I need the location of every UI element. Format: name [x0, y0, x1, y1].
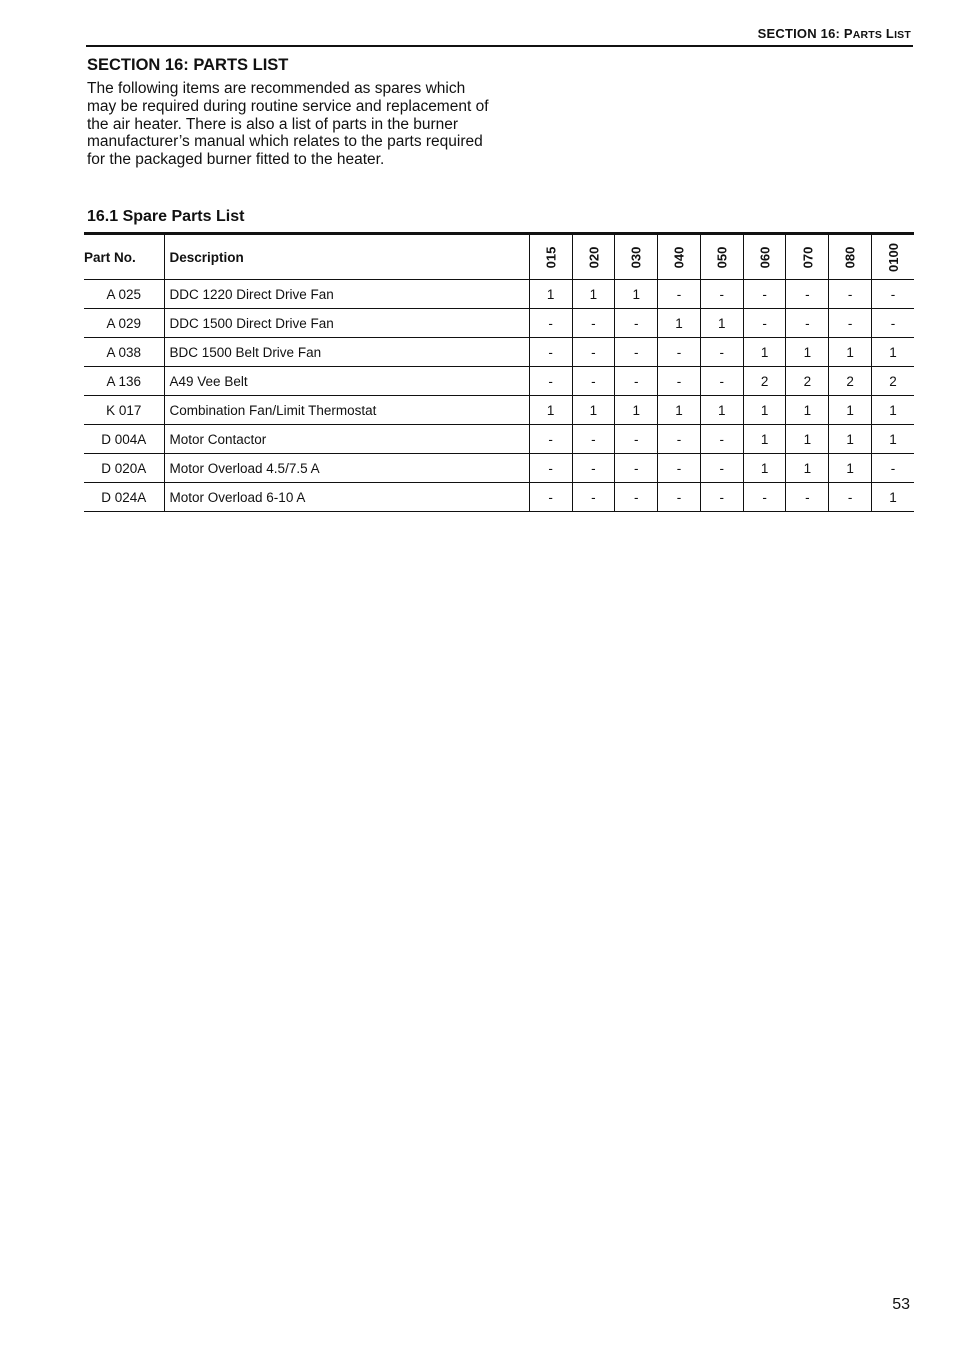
header-divider [86, 45, 913, 47]
part-number: A 029 [84, 309, 164, 338]
header-model-label: 0100 [885, 242, 901, 272]
part-description: A49 Vee Belt [164, 367, 529, 396]
quantity-cell: 1 [658, 309, 701, 338]
quantity-cell: - [829, 280, 872, 309]
quantity-cell: - [743, 280, 786, 309]
header-model [572, 234, 615, 280]
quantity-cell: - [615, 309, 658, 338]
quantity-cell: 2 [743, 367, 786, 396]
quantity-cell: 1 [829, 454, 872, 483]
table-row [84, 367, 914, 396]
header-model [829, 234, 872, 280]
running-header-middle: L [882, 26, 895, 41]
quantity-cell: - [572, 425, 615, 454]
quantity-cell: 1 [658, 396, 701, 425]
part-number: D 024A [84, 483, 164, 512]
header-model-label: 080 [842, 246, 858, 268]
part-description: BDC 1500 Belt Drive Fan [164, 338, 529, 367]
quantity-cell: - [743, 483, 786, 512]
quantity-cell: 1 [786, 425, 829, 454]
quantity-cell: - [529, 425, 572, 454]
quantity-cell: - [700, 454, 743, 483]
running-header-smallcaps-1: ARTS [852, 29, 883, 41]
header-model-label: 020 [585, 246, 601, 268]
quantity-cell: 1 [872, 483, 914, 512]
quantity-cell: - [872, 454, 914, 483]
page-number: 53 [892, 1296, 910, 1313]
quantity-cell: - [572, 454, 615, 483]
quantity-cell: 2 [872, 367, 914, 396]
quantity-cell: - [529, 338, 572, 367]
subsection-title: 16.1 Spare Parts List [87, 208, 245, 225]
quantity-cell: 1 [529, 396, 572, 425]
quantity-cell: 1 [872, 425, 914, 454]
quantity-cell: - [658, 425, 701, 454]
part-number: A 038 [84, 338, 164, 367]
quantity-cell: - [872, 309, 914, 338]
header-model-label: 015 [543, 246, 559, 268]
quantity-cell: - [615, 338, 658, 367]
table-row [84, 338, 914, 367]
part-description: Motor Contactor [164, 425, 529, 454]
quantity-cell: 1 [615, 396, 658, 425]
quantity-cell: - [658, 280, 701, 309]
quantity-cell: 1 [700, 309, 743, 338]
quantity-cell: - [615, 425, 658, 454]
quantity-cell: - [658, 454, 701, 483]
header-model [743, 234, 786, 280]
quantity-cell: - [829, 483, 872, 512]
quantity-cell: 1 [786, 338, 829, 367]
quantity-cell: - [743, 309, 786, 338]
quantity-cell: - [572, 483, 615, 512]
table-body [84, 280, 914, 512]
quantity-cell: 1 [529, 280, 572, 309]
part-number: D 020A [84, 454, 164, 483]
header-model [786, 234, 829, 280]
table-row [84, 280, 914, 309]
quantity-cell: 1 [872, 338, 914, 367]
quantity-cell: 1 [786, 454, 829, 483]
header-model [615, 234, 658, 280]
quantity-cell: - [658, 367, 701, 396]
quantity-cell: - [786, 309, 829, 338]
quantity-cell: 1 [829, 338, 872, 367]
part-description: DDC 1500 Direct Drive Fan [164, 309, 529, 338]
header-model-label: 030 [628, 246, 644, 268]
quantity-cell: - [829, 309, 872, 338]
running-header-prefix: SECTION 16: P [757, 26, 853, 41]
quantity-cell: 1 [743, 396, 786, 425]
header-model-label: 050 [714, 246, 730, 268]
header-model-label: 040 [671, 246, 687, 268]
quantity-cell: - [700, 483, 743, 512]
quantity-cell: - [529, 454, 572, 483]
quantity-cell: - [572, 309, 615, 338]
quantity-cell: 1 [572, 280, 615, 309]
quantity-cell: - [615, 483, 658, 512]
part-description: Combination Fan/Limit Thermostat [164, 396, 529, 425]
quantity-cell: - [529, 483, 572, 512]
quantity-cell: - [572, 338, 615, 367]
header-model [872, 234, 914, 280]
intro-paragraph: The following items are recommended as spares which may be required during routine service and replacement of the air heater. There is also a list of parts in the burner manufacturer’s manual which relates to the parts required for the packaged burner fitted to the heater. [87, 80, 489, 169]
quantity-cell: - [700, 280, 743, 309]
quantity-cell: 1 [572, 396, 615, 425]
part-number: A 136 [84, 367, 164, 396]
quantity-cell: 1 [700, 396, 743, 425]
quantity-cell: - [658, 338, 701, 367]
quantity-cell: - [700, 338, 743, 367]
table-row [84, 454, 914, 483]
section-title: SECTION 16: PARTS LIST [87, 56, 289, 74]
quantity-cell: 1 [615, 280, 658, 309]
quantity-cell: - [529, 367, 572, 396]
part-number: D 004A [84, 425, 164, 454]
table-row [84, 396, 914, 425]
quantity-cell: - [786, 280, 829, 309]
quantity-cell: 1 [786, 396, 829, 425]
running-header [758, 26, 911, 41]
quantity-cell: - [615, 454, 658, 483]
header-part-no: Part No. [84, 234, 164, 280]
quantity-cell: - [529, 309, 572, 338]
header-model-label: 070 [799, 246, 815, 268]
running-header-smallcaps-2: IST [894, 29, 911, 41]
part-description: Motor Overload 4.5/7.5 A [164, 454, 529, 483]
quantity-cell: 1 [829, 425, 872, 454]
quantity-cell: - [615, 367, 658, 396]
quantity-cell: - [700, 425, 743, 454]
part-description: DDC 1220 Direct Drive Fan [164, 280, 529, 309]
header-model [529, 234, 572, 280]
quantity-cell: - [872, 280, 914, 309]
spare-parts-table [84, 232, 914, 512]
quantity-cell: - [572, 367, 615, 396]
table-row [84, 309, 914, 338]
part-number: A 025 [84, 280, 164, 309]
quantity-cell: 2 [829, 367, 872, 396]
quantity-cell: 1 [743, 454, 786, 483]
header-model [700, 234, 743, 280]
table-row [84, 483, 914, 512]
header-model [658, 234, 701, 280]
quantity-cell: 1 [743, 338, 786, 367]
table-row [84, 425, 914, 454]
header-model-label: 060 [757, 246, 773, 268]
header-description: Description [164, 234, 529, 280]
part-number: K 017 [84, 396, 164, 425]
quantity-cell: 1 [872, 396, 914, 425]
quantity-cell: 1 [743, 425, 786, 454]
quantity-cell: - [700, 367, 743, 396]
part-description: Motor Overload 6-10 A [164, 483, 529, 512]
table-header-row [84, 234, 914, 280]
quantity-cell: - [658, 483, 701, 512]
quantity-cell: 2 [786, 367, 829, 396]
quantity-cell: - [786, 483, 829, 512]
quantity-cell: 1 [829, 396, 872, 425]
